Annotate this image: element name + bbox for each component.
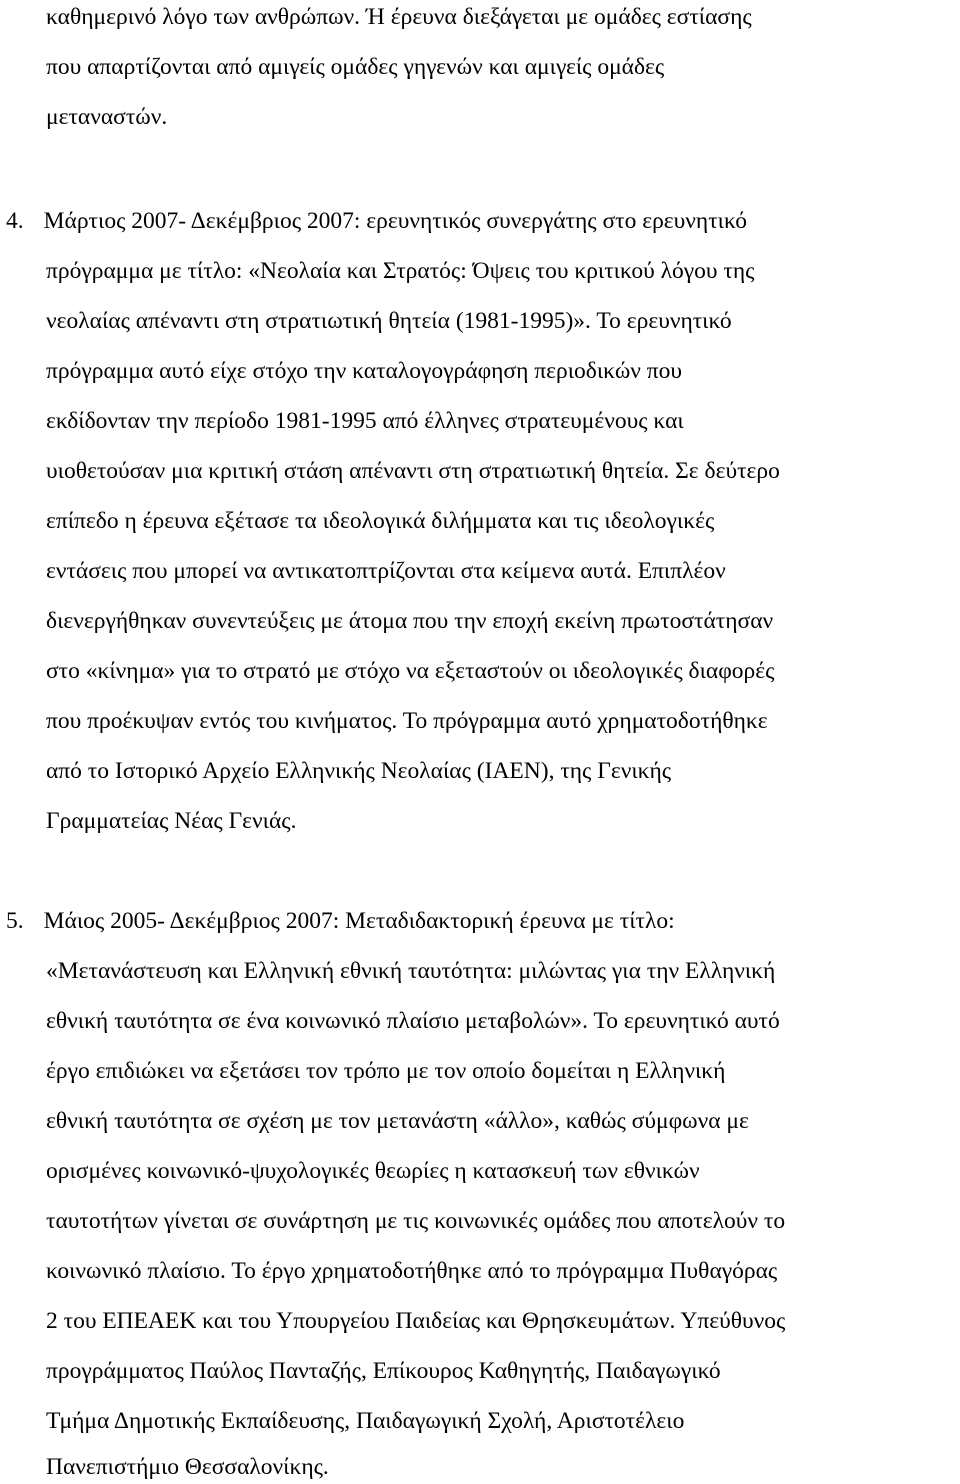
list-item-5	[6, 906, 675, 936]
item4-line-12: από το Ιστορικό Αρχείο Ελληνικής Νεολαίας (ΙΑΕΝ), της Γενικής	[46, 758, 672, 784]
intro-line-1: καθημερινό λόγο των ανθρώπων. Ή έρευνα διεξάγεται με ομάδες εστίασης	[46, 4, 752, 30]
list-item-text: Μάρτιος 2007- Δεκέμβριος 2007: ερευνητικός συνεργάτης στο ερευνητικό	[43, 208, 748, 234]
item5-line-3: εθνική ταυτότητα σε ένα κοινωνικό πλαίσιο μεταβολών». Το ερευνητικό αυτό	[46, 1008, 780, 1034]
item5-line-5: εθνική ταυτότητα σε σχέση με τον μετανάστη «άλλο», καθώς σύμφωνα με	[46, 1108, 749, 1134]
item4-line-2: πρόγραμμα με τίτλο: «Νεολαία και Στρατός: Όψεις του κριτικού λόγου της	[46, 258, 755, 284]
item4-line-11: που προέκυψαν εντός του κινήματος. Το πρόγραμμα αυτό χρηματοδοτήθηκε	[46, 708, 768, 734]
list-item-number: 5.	[6, 908, 24, 934]
item4-line-4: πρόγραμμα αυτό είχε στόχο την καταλογογράφηση περιοδικών που	[46, 358, 683, 384]
item4-line-9: διενεργήθηκαν συνεντεύξεις με άτομα που την εποχή εκείνη πρωτοστάτησαν	[46, 608, 774, 634]
item5-line-8: κοινωνικό πλαίσιο. Το έργο χρηματοδοτήθηκε από το πρόγραμμα Πυθαγόρας	[46, 1258, 778, 1284]
item5-line-2: «Μετανάστευση και Ελληνική εθνική ταυτότητα: μιλώντας για την Ελληνική	[46, 958, 776, 984]
item5-line-7: ταυτοτήτων γίνεται σε συνάρτηση με τις κοινωνικές ομάδες που αποτελούν το	[46, 1208, 786, 1234]
intro-line-3: μεταναστών.	[46, 104, 168, 130]
item5-line-4: έργο επιδιώκει να εξετάσει τον τρόπο με τον οποίο δομείται η Ελληνική	[46, 1058, 726, 1084]
item4-line-13: Γραμματείας Νέας Γενιάς.	[46, 808, 297, 834]
item4-line-7: επίπεδο η έρευνα εξέτασε τα ιδεολογικά διλήμματα και τις ιδεολογικές	[46, 508, 715, 534]
item4-line-5: εκδίδονταν την περίοδο 1981-1995 από έλληνες στρατευμένους και	[46, 408, 684, 434]
item5-line-9: 2 του ΕΠΕΑΕΚ και του Υπουργείου Παιδείας και Θρησκευμάτων. Υπεύθυνος	[46, 1308, 786, 1334]
item5-line-11: Τμήμα Δημοτικής Εκπαίδευσης, Παιδαγωγική Σχολή, Αριστοτέλειο	[46, 1408, 685, 1434]
item5-line-12: Πανεπιστήμιο Θεσσαλονίκης.	[46, 1454, 329, 1480]
list-item-text: Μάιος 2005- Δεκέμβριος 2007: Μεταδιδακτορική έρευνα με τίτλο:	[43, 908, 675, 934]
item4-line-10: στο «κίνημα» για το στρατό με στόχο να εξεταστούν οι ιδεολογικές διαφορές	[46, 658, 775, 684]
item4-line-6: υιοθετούσαν μια κριτική στάση απέναντι στη στρατιωτική θητεία. Σε δεύτερο	[46, 458, 780, 484]
item5-line-10: προγράμματος Παύλος Πανταζής, Επίκουρος Καθηγητής, Παιδαγωγικό	[46, 1358, 721, 1384]
item5-line-6: ορισμένες κοινωνικό-ψυχολογικές θεωρίες η κατασκευή των εθνικών	[46, 1158, 700, 1184]
intro-line-2: που απαρτίζονται από αμιγείς ομάδες γηγενών και αμιγείς ομάδες	[46, 54, 665, 80]
item4-line-8: εντάσεις που μπορεί να αντικατοπτρίζονται στα κείμενα αυτά. Επιπλέον	[46, 558, 726, 584]
list-item-number: 4.	[6, 208, 24, 234]
item4-line-3: νεολαίας απέναντι στη στρατιωτική θητεία (1981-1995)». Το ερευνητικό	[46, 308, 732, 334]
list-item-4	[6, 206, 747, 236]
